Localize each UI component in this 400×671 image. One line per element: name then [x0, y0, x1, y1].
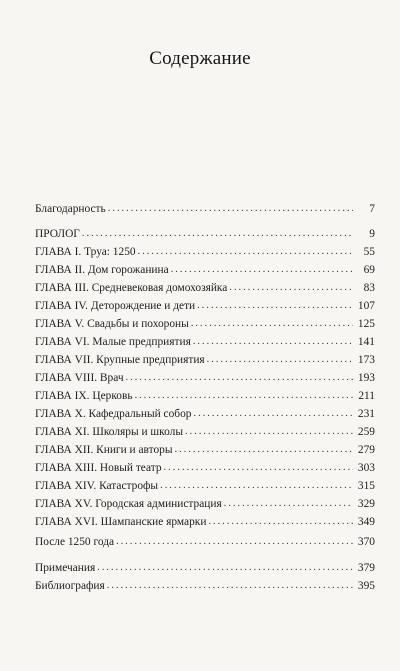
dot-leader — [194, 406, 354, 422]
toc-entry-chapter-15 — [35, 496, 375, 513]
toc-entry-page: 279 — [357, 444, 375, 456]
toc-entry-title: ГЛАВА XI. Школяры и школы — [35, 426, 184, 438]
toc-entry-page: 173 — [357, 354, 375, 366]
toc-entry-title: Примечания — [35, 562, 96, 574]
toc-entry-page: 69 — [363, 264, 375, 276]
toc-entry-chapter-16 — [35, 514, 375, 531]
toc-entry-title: После 1250 года — [35, 536, 115, 548]
dot-leader — [193, 334, 353, 350]
toc-entry-page: 211 — [358, 390, 375, 402]
toc-entry-chapter-1 — [35, 244, 375, 261]
toc-entry-page: 395 — [357, 580, 375, 592]
toc-entry-title: ГЛАВА XII. Книги и авторы — [35, 444, 173, 456]
toc-entry-title: ГЛАВА IX. Церковь — [35, 390, 133, 402]
toc-entry-page: 329 — [357, 498, 375, 510]
toc-entry-title: ГЛАВА V. Свадьбы и похороны — [35, 318, 189, 330]
dot-leader — [107, 578, 353, 594]
toc-entry-chapter-14 — [35, 478, 375, 495]
toc-entry-chapter-5 — [35, 316, 375, 333]
toc-entry-chapter-3 — [35, 280, 375, 297]
dot-leader — [185, 424, 353, 440]
toc-entry-page: 107 — [357, 300, 375, 312]
dot-leader — [171, 262, 353, 278]
toc-entry-chapter-8 — [35, 370, 375, 387]
toc-entry-page: 55 — [363, 246, 375, 258]
page-title: Содержание — [149, 48, 251, 69]
toc-entry-page: 349 — [357, 516, 375, 528]
toc-entry-title: ГЛАВА I. Труа: 1250 — [35, 246, 136, 258]
toc-entry-page: 303 — [357, 462, 375, 474]
toc-entry-after-1250 — [35, 534, 375, 551]
dot-leader — [135, 388, 353, 404]
toc-entry-chapter-11 — [35, 424, 375, 441]
toc-entry-chapter-4 — [35, 298, 375, 315]
toc-entry-page: 370 — [357, 536, 375, 548]
dot-leader — [138, 244, 353, 260]
dot-leader — [207, 352, 353, 368]
toc-entry-title: ГЛАВА X. Кафедральный собор — [35, 408, 192, 420]
toc-entry-chapter-10 — [35, 406, 375, 423]
toc-entry-title: ГЛАВА III. Средневековая домохозяйка — [35, 282, 228, 294]
toc-entry-prologue — [35, 226, 375, 243]
dot-leader — [126, 370, 353, 386]
toc-entry-title: ГЛАВА VII. Крупные предприятия — [35, 354, 205, 366]
toc-entry-page: 141 — [357, 336, 375, 348]
toc-entry-title: ГЛАВА VI. Малые предприятия — [35, 336, 191, 348]
toc-entry-notes — [35, 560, 375, 577]
dot-leader — [175, 442, 353, 458]
dot-leader — [160, 478, 353, 494]
toc-entry-title: Библиография — [35, 580, 105, 592]
toc-entry-chapter-2 — [35, 262, 375, 279]
toc-entry-title: ГЛАВА XVI. Шампанские ярмарки — [35, 516, 207, 528]
toc-entry-page: 9 — [369, 228, 375, 240]
dot-leader — [82, 226, 353, 242]
dot-leader — [208, 514, 353, 530]
toc-entry-title: ГЛАВА VIII. Врач — [35, 372, 124, 384]
toc-entry-chapter-7 — [35, 352, 375, 369]
toc-entry-title: ГЛАВА II. Дом горожанина — [35, 264, 169, 276]
toc-entry-title: ПРОЛОГ — [35, 228, 80, 240]
toc-entry-page: 379 — [357, 562, 375, 574]
toc-entry-title: ГЛАВА XIV. Катастрофы — [35, 480, 159, 492]
toc-entry-chapter-6 — [35, 334, 375, 351]
toc-entry-title: ГЛАВА XIII. Новый театр — [35, 462, 162, 474]
toc-entry-page: 125 — [357, 318, 375, 330]
toc-entry-title: ГЛАВА XV. Городская администрация — [35, 498, 222, 510]
toc-entry-title: Благодарность — [35, 203, 106, 215]
toc-entry-chapter-13 — [35, 460, 375, 477]
dot-leader — [116, 534, 353, 550]
toc-entry-page: 193 — [357, 372, 375, 384]
toc-entry-chapter-12 — [35, 442, 375, 459]
toc-entry-page: 7 — [369, 203, 375, 215]
toc-entry-title: ГЛАВА IV. Деторождение и дети — [35, 300, 196, 312]
dot-leader — [224, 496, 353, 512]
dot-leader — [197, 298, 353, 314]
dot-leader — [191, 316, 353, 332]
toc-entry-page: 83 — [363, 282, 375, 294]
dot-leader — [97, 560, 353, 576]
toc-entry-page: 231 — [357, 408, 375, 420]
toc-entry-page: 259 — [357, 426, 375, 438]
dot-leader — [229, 280, 353, 296]
dot-leader — [108, 201, 353, 217]
toc-entry-chapter-9 — [35, 388, 375, 405]
dot-leader — [164, 460, 353, 476]
toc-entry-bibliography — [35, 578, 375, 595]
toc-entry-acknowledgements — [35, 201, 375, 218]
toc-entry-page: 315 — [357, 480, 375, 492]
